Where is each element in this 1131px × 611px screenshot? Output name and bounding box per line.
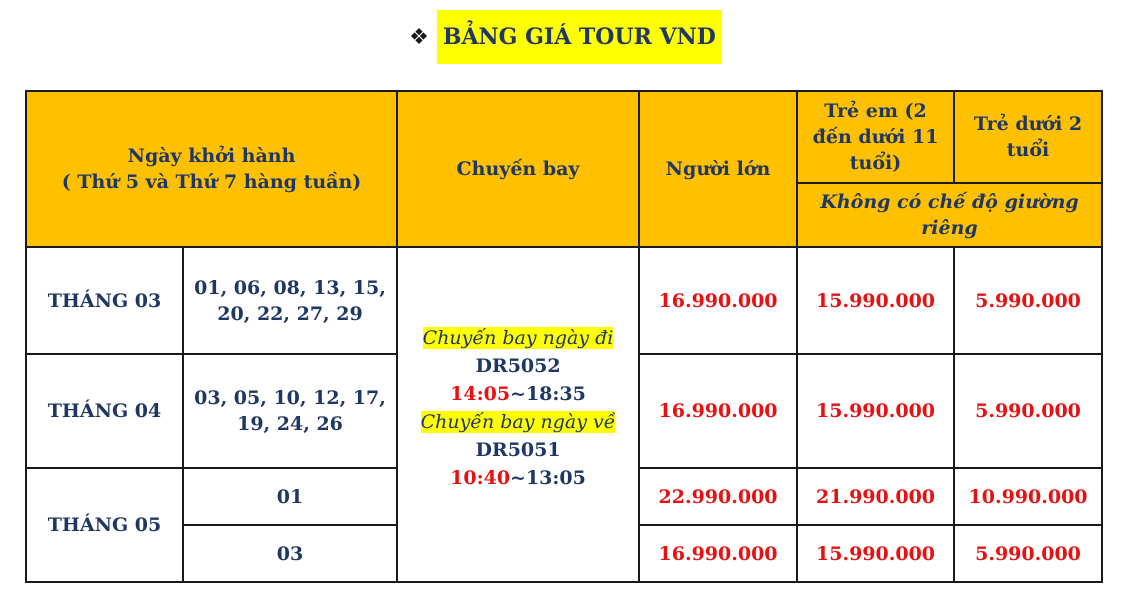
table-row bbox=[26, 247, 1102, 354]
infant-price: 10.990.000 bbox=[954, 468, 1102, 525]
price-table bbox=[25, 90, 1103, 583]
child-price: 15.990.000 bbox=[797, 525, 954, 582]
month-cell: THÁNG 05 bbox=[26, 468, 183, 582]
outbound-arrive-time: ~18:35 bbox=[510, 382, 586, 405]
adult-price: 22.990.000 bbox=[639, 468, 797, 525]
page-title: BẢNG GIÁ TOUR VND bbox=[437, 10, 722, 64]
header-no-bed-note: Không có chế độ giường riêng bbox=[797, 183, 1102, 247]
header-departure-date: Ngày khởi hành ( Thứ 5 và Thứ 7 hàng tuần) bbox=[26, 91, 397, 247]
dates-cell: 01 bbox=[183, 468, 397, 525]
return-flight-code: DR5051 bbox=[475, 438, 561, 461]
infant-price: 5.990.000 bbox=[954, 525, 1102, 582]
child-price: 15.990.000 bbox=[797, 354, 954, 468]
return-flight-label: Chuyến bay ngày về bbox=[420, 410, 616, 433]
child-price: 21.990.000 bbox=[797, 468, 954, 525]
return-arrive-time: ~13:05 bbox=[510, 466, 586, 489]
diamond-bullet-icon: ❖ bbox=[409, 24, 429, 50]
flight-info-cell bbox=[397, 247, 639, 582]
header-adult: Người lớn bbox=[639, 91, 797, 247]
header-infant: Trẻ dưới 2 tuổi bbox=[954, 91, 1102, 183]
dates-cell: 01, 06, 08, 13, 15, 20, 22, 27, 29 bbox=[183, 247, 397, 354]
dates-cell: 03 bbox=[183, 525, 397, 582]
header-row bbox=[26, 91, 1102, 183]
outbound-depart-time: 14:05 bbox=[450, 382, 511, 405]
header-child: Trẻ em (2 đến dưới 11 tuổi) bbox=[797, 91, 954, 183]
outbound-flight-label: Chuyến bay ngày đi bbox=[422, 326, 614, 349]
adult-price: 16.990.000 bbox=[639, 354, 797, 468]
adult-price: 16.990.000 bbox=[639, 525, 797, 582]
outbound-flight-code: DR5052 bbox=[475, 354, 561, 377]
return-depart-time: 10:40 bbox=[450, 466, 511, 489]
month-cell: THÁNG 03 bbox=[26, 247, 183, 354]
dates-cell: 03, 05, 10, 12, 17, 19, 24, 26 bbox=[183, 354, 397, 468]
adult-price: 16.990.000 bbox=[639, 247, 797, 354]
infant-price: 5.990.000 bbox=[954, 354, 1102, 468]
month-cell: THÁNG 04 bbox=[26, 354, 183, 468]
header-flight: Chuyến bay bbox=[397, 91, 639, 247]
page-heading bbox=[0, 10, 1131, 64]
infant-price: 5.990.000 bbox=[954, 247, 1102, 354]
child-price: 15.990.000 bbox=[797, 247, 954, 354]
